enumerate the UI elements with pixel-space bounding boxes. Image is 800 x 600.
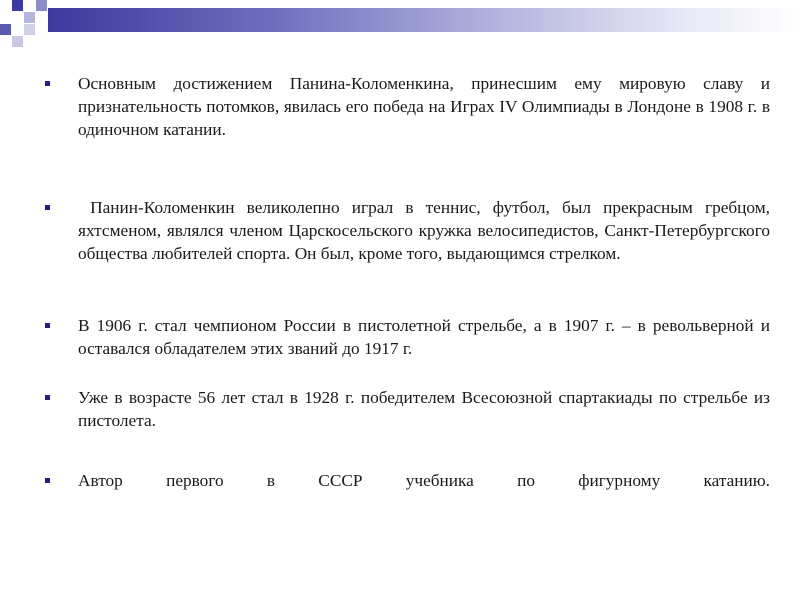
decor-square — [12, 0, 23, 11]
decor-square — [0, 12, 11, 23]
decor-square — [0, 24, 11, 35]
bullet-marker — [45, 323, 50, 328]
bullet-text: Основным достижением Панина-Коломенкина, принесшим ему мировую славу и признательность потомков, явилась его победа на Играх IV Олимпиады в Лондоне в 1908 г. в одиночном катании. — [78, 74, 770, 139]
bullet-text: Панин-Коломенкин великолепно играл в теннис, футбол, был прекрасным гребцом, яхтсменом, являлся членом Царскосельского кружка велосипедистов, Санкт-Петербургского общества любителей спорта. Он был, кроме того, выдающимся стрелком. — [78, 198, 775, 263]
bullet-item — [45, 196, 775, 265]
decor-square — [12, 12, 23, 23]
decor-square — [36, 0, 47, 11]
decor-square — [36, 12, 47, 23]
bullet-marker — [45, 205, 50, 210]
decor-square — [0, 36, 11, 47]
bullet-text: Автор первого в СССР учебника по фигурному катанию. — [78, 471, 770, 490]
bullet-item — [45, 72, 770, 141]
header-gradient-bar — [48, 8, 800, 32]
bullet-item — [45, 386, 770, 432]
bullet-text: В 1906 г. стал чемпионом России в пистолетной стрельбе, а в 1907 г. – в револьверной и оставался обладателем этих званий до 1917 г. — [78, 316, 770, 358]
bullet-marker — [45, 395, 50, 400]
bullet-marker — [45, 81, 50, 86]
bullet-text: Уже в возрасте 56 лет стал в 1928 г. победителем Всесоюзной спартакиады по стрельбе из пистолета. — [78, 388, 770, 430]
decor-square — [12, 24, 23, 35]
decor-square — [24, 0, 35, 11]
bullet-item — [45, 314, 770, 360]
decor-square — [24, 12, 35, 23]
decor-square — [24, 24, 35, 35]
decor-square — [0, 0, 11, 11]
bullet-marker — [45, 478, 50, 483]
decor-square — [12, 36, 23, 47]
bullet-item — [45, 469, 770, 492]
